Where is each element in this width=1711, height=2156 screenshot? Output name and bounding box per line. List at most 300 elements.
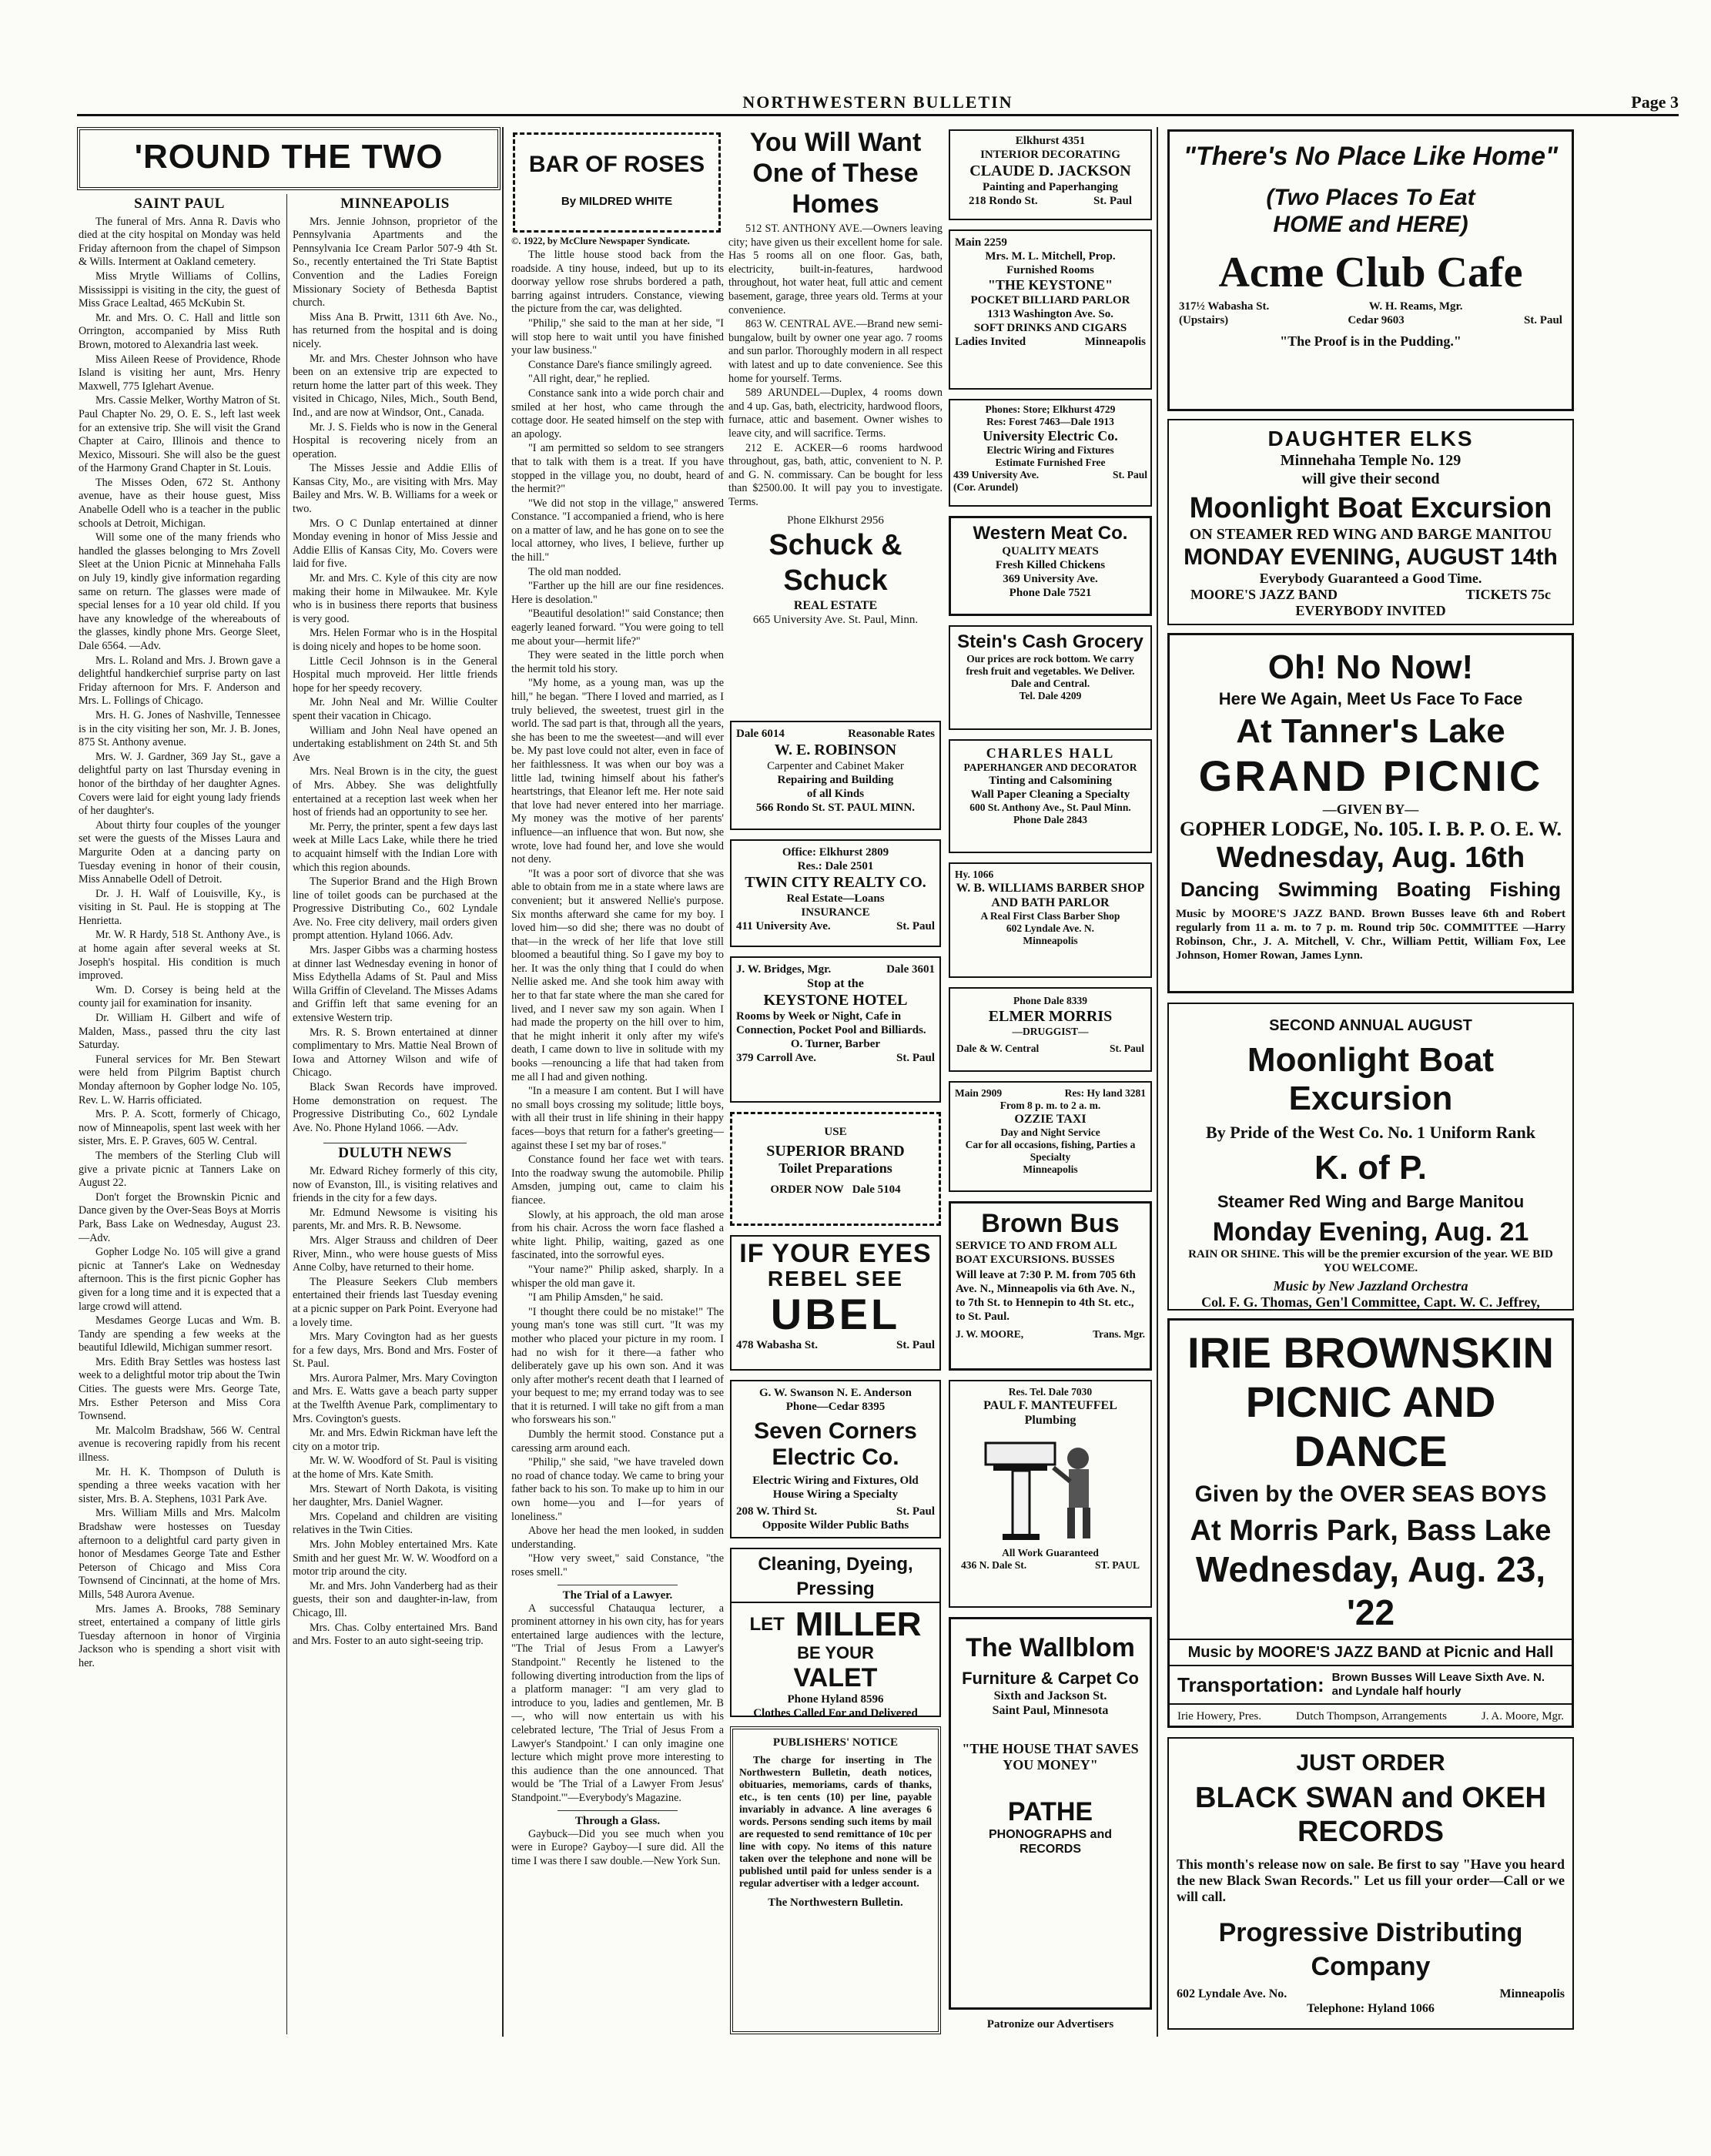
keystone-hotel-rooms: Rooms by Week or Night, Cafe in Connection, Pocket Pool and Billiards. [736,1010,926,1036]
brownbus-boats: BOAT EXCURSIONS. BUSSES [956,1254,1115,1266]
kofp-excursion-ad [1167,1003,1574,1311]
kofp-excursion: Moonlight Boat Excursion [1247,1041,1495,1117]
barber-address: 602 Lyndale Ave. N. [1006,922,1095,934]
home-listing: 212 E. ACKER—6 rooms hardwood throughout, gas, bath, attic, convenient to N. P. and G. N. commissary. Can be bought for less than $2500.00. It will pay you to investigate. Terms. [728,441,943,508]
saint-paul-item: Miss Aileen Reese of Providence, Rhode Island is visiting her aunt, Mrs. Henry Maxwell, 775 Iglehart Avenue. [79,353,280,393]
keystone-parlor-city: Minneapolis [1084,336,1146,348]
twincity-name: TWIN CITY REALTY CO. [745,874,926,891]
tanner-date: Wednesday, Aug. 16th [1216,842,1525,874]
univelectric-wiring: Electric Wiring and Fixtures [986,444,1114,456]
morris-city: St. Paul [1109,1043,1144,1054]
duluth-item: Mr. W. W. Woodford of St. Paul is visiting at the home of Mrs. Kate Smith. [293,1455,497,1481]
superior-toilet: Toilet Preparations [778,1160,892,1176]
tanner-grand-picnic: GRAND PICNIC [1198,752,1543,800]
ubel-address: 478 Wabasha St. [736,1339,819,1351]
blackswan-company: Progressive Distributing Company [1218,1918,1523,1981]
univelectric-res: Res: Forest 7463—Dale 1913 [986,416,1114,427]
ozzie-res: Res: Hy land 3281 [1064,1087,1146,1099]
duluth-item: Mrs. Chas. Colby entertained Mrs. Band and Mrs. Foster to an auto sight-seeing trip. [293,1621,497,1648]
brownbus-title: Trans. Mgr. [1093,1328,1145,1340]
tanner-details: Music by MOORE'S JAZZ BAND. Brown Busses leave 6th and Robert regularly from 11 a. m. to 7 p. m. Round trip 50c. COMMITTEE —Harry Robinson, Chr., J. A. Mitchell, V. Chr., William Pettit, William Fox, Lee Johnson, Homer Rowan, James Lynn. [1176,908,1565,962]
brownbus-route: Will leave at 7:30 P. M. from 705 6th Ave. N., Minneapolis via 6th Ave. N., to 7th St. to Hennepin to 4th St. etc., to St. Paul. [956,1269,1136,1323]
minneapolis-item: Miss Ana B. Prwitt, 1311 6th Ave. No., has returned from the hospital and is doing nicely. [293,310,497,350]
ubel-line1: IF YOUR EYES [739,1239,932,1268]
saint-paul-item: Don't forget the Brownskin Picnic and Dance given by the Over-Seas Boys at Morris Park, Bass Lake on Wednesday, August 23. —Adv. [79,1190,280,1244]
keystone-hotel-name: KEYSTONE HOTEL [763,992,908,1009]
hall-wallpaper: Wall Paper Cleaning a Specialty [970,788,1130,801]
stein-name: Stein's Cash Grocery [957,631,1143,652]
saint-paul-item: The funeral of Mrs. Anna R. Davis who died at the city hospital on Monday was held Friday afternoon from the chapel of Simpson & Wills. Interment at Oakland cemetery. [79,215,280,269]
duluth-item: Mrs. Stewart of North Dakota, is visiting her daughter, Mrs. Daniel Wagner. [293,1482,497,1509]
lawyer-heading: The Trial of a Lawyer. [562,1589,673,1602]
saint-paul-item: Will some one of the many friends who handled the glasses belonging to Mrs Zovell Sleet at the Union Picnic at Minnehaha Falls on July 19, kindly give information regarding same on return. The glasses were made of special lenses for a 10 year old child. If you have any knowledge of the whereabouts of the glasses, kindly phone Mrs. George Sleet, Dale 6564. —Adv. [79,531,280,652]
blackswan-city: Minneapolis [1499,1987,1565,2000]
irie-music: Music by MOORE'S JAZZ BAND at Picnic and Hall [1170,1639,1572,1666]
robinson-address: 566 Rondo St. ST. PAUL MINN. [755,802,916,814]
kofp-name: K. of P. [1314,1149,1427,1187]
superior-name: SUPERIOR BRAND [766,1143,905,1160]
tanner-lodge: GOPHER LODGE, No. 105. I. B. P. O. E. W. [1179,818,1562,840]
ubel-line2: REBEL SEE [767,1267,904,1291]
story-paragraph: The little house stood back from the roadside. A tiny house, indeed, but up to its doorway yellow rose shrubs bordered a path, barring against intruders. Constance, viewing the picture from the car, was delighted. [511,249,724,316]
minneapolis-item: Mrs. Helen Formar who is in the Hospital is doing nicely and hopes to be home soon. [293,627,497,653]
story-paragraph: "I am Philip Amsden," he said. [528,1291,664,1304]
saint-paul-item: Mesdames George Lucas and Wm. B. Tandy are spending a few weeks at the beautiful Idlewild, Michigan summer resort. [79,1314,280,1354]
irie-date: Wednesday, Aug. 23, '22 [1195,1549,1546,1632]
manteuffel-guarantee: All Work Guaranteed [1002,1547,1099,1558]
saint-paul-heading: SAINT PAUL [134,196,225,212]
morris-address: Dale & W. Central [956,1043,1040,1054]
keystone-parlor-address: 1313 Washington Ave. So. [986,308,1114,320]
kofp-date: Monday Evening, Aug. 21 [1212,1217,1529,1247]
duluth-item: Mrs. Copeland and children are visiting relatives in the Twin Cities. [293,1510,497,1537]
irie-arrangements: Dutch Thompson, Arrangements [1295,1710,1447,1722]
story-paragraph: "Beautiful desolation!" said Constance; then eagerly leaned forward. "You were going to tell me about your—hermit life?" [511,608,724,648]
duluth-item: Mrs. Alger Strauss and children of Deer River, Minn., who were house guests of Miss Anne Colby, have returned to their home. [293,1234,497,1274]
story-paragraph: "Philip," she said, "we have traveled down no road of chance today. We came to bring your father back to his son. To make up to him in our own home—you and I—for years of loneliness." [511,1456,724,1523]
ubel-ad [730,1235,941,1371]
irie-title: IRIE BROWNSKIN [1187,1328,1554,1377]
story-paragraph: "My home, as a young man, was up the hill," he began. "There I loved and married, as I truly believed, the sweetest, truest girl in the world. The sad part is that, through all the years, she has been to me the sweetest—and will ever be. My past love could not alter, even in face of her faithlessness. It was when our boy was a little lad, twining himself about his father's heartstrings, that Eleanor left me. Her note said that love had never entered into her marriage. My money was the motive of her parents' influence—an influence that won. But now, she wrote, love had found her, and love she would not deny. [511,677,724,866]
duluth-item: Mr. and Mrs. John Vanderberg had as their guests, their son and daughter-in-law, from Chicago, Ill. [293,1579,497,1619]
notice-signature: The Northwestern Bulletin. [768,1897,903,1909]
ozzie-main: Main 2909 [955,1087,1003,1099]
duluth-item: Mr. and Mrs. Edwin Rickman have left the city on a motor trip. [293,1427,497,1453]
blackswan-address: 602 Lyndale Ave. No. [1177,1987,1287,2000]
elks-title: DAUGHTER ELKS [1267,427,1474,450]
manteuffel-phone: Res. Tel. Dale 7030 [1008,1386,1093,1398]
story-paragraph: Dumbly the hermit stood. Constance put a caressing arm around each. [511,1428,724,1455]
williams-barber-ad [949,862,1152,978]
hall-address: 600 St. Anthony Ave., St. Paul Minn. [969,802,1131,813]
saint-paul-item: Mrs. L. Roland and Mrs. J. Brown gave a delightful handkerchief surprise party on last Friday afternoon for Mrs. F. Anderson and Mrs. L. Follings of Chicago. [79,654,280,708]
irie-transportation: Transportation: [1177,1673,1324,1696]
westernmeat-name: Western Meat Co. [973,523,1128,544]
home-listing: 863 W. CENTRAL AVE.—Brand new semi-bungalow, built by owner one year ago. 7 rooms and sun parlor. Thoroughly modern in all respect with latest and up to date convenience. See this home for yourself. Terms. [728,318,943,385]
kofp-pride: By Pride of the West Co. No. 1 Uniform Rank [1206,1123,1535,1142]
sevencorners-opposite: Opposite Wilder Public Baths [762,1519,909,1532]
elks-temple: Minnehaha Temple No. 129 [1280,452,1462,469]
jackson-city: St. Paul [1093,195,1132,207]
tanners-lake-picnic-ad [1167,633,1574,993]
keystone-parlor-ladies: Ladies Invited [955,336,1026,348]
westernmeat-quality: QUALITY MEATS [1002,545,1099,557]
manteuffel-city: ST. PAUL [1094,1559,1140,1571]
sevencorners-wiring: Electric Wiring and Fixtures, Old House Wiring a Specialty [752,1475,919,1501]
keystone-hotel-ad [730,956,941,1103]
story-byline: By MILDRED WHITE [561,195,673,208]
saint-paul-item: Mrs. William Mills and Mrs. Malcolm Bradshaw were hostesses on Tuesday afternoon to a delightful card party given in honor of Mesdames George Tate and Esther Peterson of Chicago and Miss Cora Townsend of Cincinnati, at the home of Mrs. Mills, 548 Aurora Avenue. [79,1507,280,1601]
story-paragraph: "We did not stop in the village," answered Constance. "I accompanied a friend, who is here on a matter of law, and he has gone on to see the local attorney, who lives, I believe, further up the hill." [511,497,724,564]
home-listing: 512 ST. ANTHONY AVE.—Owners leaving city; have given us their excellent home for sale. Has 5 rooms all on one floor. Gas, bath, electricity, built-in-features, hardwood throughout, hot water heat, full attic and cement basement, garage, three years old. Terms at your convenience. [728,223,943,316]
saint-paul-item: Mrs. Edith Bray Settles was hostess last week to a delightful motor trip about the Twin Cities. The guests were Mrs. George Tate, Mrs. Esther Peterson and Miss Cora Townsend. [79,1355,280,1423]
blackswan-phone: Telephone: Hyland 1066 [1307,2002,1435,2015]
hall-phone: Phone Dale 2843 [1013,814,1087,825]
saint-paul-item: Mr. Malcolm Bradshaw, 566 W. Central avenue is recovering rapidly from his recent illness. [79,1424,280,1465]
irie-manager: J. A. Moore, Mgr. [1481,1710,1564,1722]
irie-busses: Brown Busses Will Leave Sixth Ave. N. and Lyndale half hourly [1331,1671,1545,1698]
acme-city: St. Paul [1523,314,1562,326]
minneapolis-item: Mr. J. S. Fields who is now in the General Hospital is recovering nicely from an operation. [293,420,497,460]
wallblom-name: The Wallblom [966,1633,1135,1662]
keystone-hotel-stop: Stop at the [807,977,864,990]
tanner-activity: Dancing [1180,878,1260,901]
irie-brownskin-ad [1167,1318,1574,1728]
story-paragraph: "Farther up the hill are our fine residences. Here is desolation." [511,580,724,606]
tanner-activity: Boating [1396,878,1472,901]
homes-phone: Phone Elkhurst 2956 [787,514,884,527]
morris-phone: Phone Dale 8339 [1013,995,1087,1006]
jackson-name: CLAUDE D. JACKSON [969,162,1131,179]
minneapolis-item: Mr. Perry, the printer, spent a few days last week at Mille Lacs Lake, while there he tried to acquaint himself with the Indian Lore with which this region abounds. [293,820,497,874]
keystone-hotel-barber: O. Turner, Barber [790,1038,881,1050]
homes-firm: Schuck & Schuck [768,529,902,598]
story-paragraph: "Philip," she said to the man at her side, "I will stop here to wait until you have finished your law business." [511,316,724,357]
miller-delivery: Clothes Called For and Delivered [753,1707,918,1717]
manteuffel-ad [949,1380,1152,1608]
story-paragraph: Constance Dare's fiance smilingly agreed. [528,358,712,371]
wallblom-furniture: Furniture & Carpet Co [962,1669,1139,1688]
twincity-office: Office: Elkhurst 2809 [782,846,889,859]
barber-phone: Hy. 1066 [955,869,994,880]
story-paragraph: "All right, dear," he replied. [528,373,650,386]
keystone-parlor-rooms: Furnished Rooms [1006,264,1094,276]
ozzie-taxi-ad [949,1081,1152,1192]
keystone-parlor-billiard: POCKET BILLIARD PARLOR [970,294,1130,306]
irie-place: At Morris Park, Bass Lake [1190,1515,1552,1547]
twin-city-realty-ad [730,839,941,947]
saint-paul-item: Wm. D. Corsey is being held at the county jail for examination for insanity. [79,983,280,1010]
blackswan-release: This month's release now on sale. Be first to say "Have you heard the new Black Swan Records." Let us fill your order—Call or we will call. [1177,1856,1565,1904]
saint-paul-item: About thirty four couples of the younger set were the guests of the Misses Laura and Margurite Oden at a dancing party on Tuesday evening in honor of their cousin, Miss Annabelle Odell of Detroit. [79,819,280,886]
miller-services: Cleaning, Dyeing, Pressing [732,1552,939,1603]
univelectric-store: Phones: Store; Elkhurst 4729 [985,403,1116,415]
minneapolis-item: Mr. John Neal and Mr. Willie Coulter spent their vacation in Chicago. [293,696,497,722]
univelectric-corner: (Cor. Arundel) [953,481,1019,493]
story-column [511,236,724,2042]
miller-be-your: BE YOUR [797,1643,874,1662]
story-paragraph: "In a measure I am content. But I will have no small boys crossing my solitude; little boys, with all their trust in life shining in their happy faces—boys that return for a father's greeting—against these I set my bar of roses." [511,1085,724,1152]
brown-bus-ad [949,1201,1152,1371]
hall-name: CHARLES HALL [986,745,1115,761]
saint-paul-item: Mrs. W. J. Gardner, 369 Jay St., gave a delightful party on last Thursday evening in honor of the birthday of her daughter Agnes. Covers were laid for eight young lady friends of her daughter's. [79,750,280,818]
westernmeat-chickens: Fresh Killed Chickens [995,559,1106,571]
ozzie-parties: Car for all occasions, fishing, Parties a Specialty [965,1139,1136,1163]
tanner-activity: Fishing [1489,878,1561,901]
miller-valet-ad [730,1548,941,1717]
elks-date: MONDAY EVENING, AUGUST 14th [1184,544,1558,570]
saint-paul-column [79,194,280,2038]
minneapolis-item: Black Swan Records have improved. Home demonstration on request. The Progressive Distributing Co., 602 Lyndale Ave. No. Phone Hyland 1066. —Adv. [293,1081,497,1134]
saint-paul-item: Mrs. James A. Brooks, 788 Seminary street, entertained a company of little girls Tuesday afternoon in honor of Virginia Jackson who is spending a short visit with her. [79,1602,280,1669]
duluth-item: Mrs. John Mobley entertained Mrs. Kate Smith and her guest Mr. W. W. Woodford on a motor trip around the city. [293,1538,497,1578]
robinson-name: W. E. ROBINSON [774,742,897,758]
irie-given-by: Given by the OVER SEAS BOYS [1194,1481,1547,1507]
saint-paul-item: Mr. W. R Hardy, 518 St. Anthony Ave., is at home again after several weeks at St. Joseph's hospital. His condition is much improved. [79,929,280,983]
section-heading: 'ROUND THE TWO [134,138,444,176]
story-paragraph: Constance found her face wet with tears. Into the roadway swung the automobile. Philip Amsden, jumping out, came to claim his fiancee. [511,1153,724,1207]
jackson-painting: Painting and Paperhanging [983,181,1118,193]
story-paragraph: Constance sank into a wide porch chair and smiled at her host, who came through the cottage door. He seated himself on the step with an apology. [511,387,724,440]
kofp-rain: RAIN OR SHINE. This will be the premier excursion of the year. WE BID YOU WELCOME. [1188,1248,1553,1274]
minneapolis-column [293,194,497,2038]
ubel-name: UBEL [770,1290,901,1338]
superior-order: ORDER NOW [770,1183,844,1196]
saint-paul-item: Mrs. H. G. Jones of Nashville, Tennessee is in the city visiting her son, Mr. J. B. Jones, 875 St. Anthony avenue. [79,708,280,749]
minneapolis-item: William and John Neal have opened an undertaking establishment on 24th St. and 5th Ave [293,724,497,764]
morris-name: ELMER MORRIS [988,1008,1113,1025]
wallblom-ad [949,1617,1152,2010]
hall-tinting: Tinting and Calsomining [989,775,1112,787]
saint-paul-item: Dr. William H. Gilbert and wife of Malden, Mass., passed thru the city last Saturday. [79,1012,280,1052]
twincity-insurance: INSURANCE [801,906,870,919]
minneapolis-item: Mrs. O C Dunlap entertained at dinner Monday evening in honor of Miss Jessie and Addie Ellis of Kansas City, Mo. Covers were laid for five. [293,517,497,571]
publishers-notice [730,1726,941,2034]
morris-druggist: —DRUGGIST— [1012,1026,1089,1037]
robinson-phone: Dale 6014 [736,728,785,740]
sevencorners-phone: Phone—Cedar 8395 [785,1401,886,1413]
keystone-parlor-name: "THE KEYSTONE" [987,277,1113,293]
keystone-hotel-address: 379 Carroll Ave. [736,1052,817,1064]
duluth-item: The Pleasure Seekers Club members entertained their friends last Tuesday evening at a picnic supper on Park Point. Everyone had a lovely time. [293,1275,497,1329]
glass-heading: Through a Glass. [574,1814,661,1827]
page-number: Page 3 [1631,92,1679,112]
robinson-repair: Repairing and Building [777,774,894,786]
acme-club-cafe-ad [1167,129,1574,411]
brownbus-service: SERVICE TO AND FROM ALL [956,1240,1117,1252]
saint-paul-item: Mr. H. K. Thompson of Duluth is spending a three weeks vacation with her sister, Mrs. B. A. Stephens, 1031 Park Ave. [79,1465,280,1505]
duluth-item: Mr. Edmund Newsome is visiting his parents, Mr. and Mrs. R. B. Newsome. [293,1206,497,1233]
black-swan-ad [1167,1737,1574,2030]
elks-excursion: Moonlight Boat Excursion [1189,492,1552,524]
acme-upstairs: (Upstairs) [1179,314,1229,326]
ozzie-service: Day and Night Service [1000,1127,1100,1138]
elks-invited: EVERYBODY INVITED [1295,603,1446,618]
brownbus-name: Brown Bus [981,1209,1120,1238]
patronize-note: Patronize our Advertisers [986,2018,1114,2030]
hall-trade: PAPERHANGER AND DECORATOR [963,762,1137,773]
barber-name: W. B. WILLIAMS BARBER SHOP AND BATH PARLOR [956,882,1145,909]
saint-paul-item: Mrs. Cassie Melker, Worthy Matron of St. Paul Chapter No. 29, O. E. S., left last week for an extensive trip. She will visit the Grand Chapter at Cairo, Illinois and thence to Mexico, Missouri. She will also be the guest of the Harmony Grand Chapter in St. Louis. [79,394,280,475]
wallblom-phonographs: PHONOGRAPHS and RECORDS [988,1828,1112,1856]
elks-tickets: TICKETS 75c [1465,587,1551,602]
homes-ad [728,127,943,712]
ozzie-city: Minneapolis [1023,1163,1078,1175]
saint-paul-item: Miss Mrytle Williams of Collins, Mississippi is visiting in the city, the guest of Miss Grace Lealtad, 465 McKubin St. [79,270,280,310]
column-rule [502,127,504,2037]
saint-paul-item: Dr. J. H. Walf of Louisville, Ky., is visiting in St. Paul. He is stopping at The Henrietta. [79,887,280,927]
minneapolis-item: Mrs. Neal Brown is in the city, the guest of Mrs. Abbey. She was delightfully entertained at a reception last week when her host of friends had an opportunity to see her. [293,765,497,819]
university-electric-ad [949,399,1152,507]
homes-sub: REAL ESTATE [793,599,878,613]
tanner-lake: At Tanner's Lake [1236,712,1505,750]
keystone-parlor-ad [949,229,1152,390]
univelectric-address: 439 University Ave. [953,469,1040,480]
blackswan-records: BLACK SWAN and OKEH RECORDS [1195,1782,1546,1848]
story-paragraph: "How very sweet," said Constance, "the roses smell." [511,1552,724,1578]
story-paragraph: Above her head the men looked, in sudden understanding. [511,1525,724,1551]
masthead [77,91,1679,116]
keystone-parlor-drinks: SOFT DRINKS AND CIGARS [973,322,1127,334]
tanner-activities [1176,875,1565,904]
acme-address: 317½ Wabasha St. [1179,300,1270,313]
acme-mgr: W. H. Reams, Mgr. [1368,300,1463,313]
barber-city: Minneapolis [1023,935,1078,946]
wallblom-pathe: PATHE [1007,1797,1093,1826]
homes-title: You Will Want One of These Homes [749,128,922,219]
saint-paul-item: Gopher Lodge No. 105 will give a grand picnic at Tanner's Lake on Wednesday afternoon. This is the first picnic Gopher has given for a long time and it is expected that a large crowd will attend. [79,1246,280,1313]
robinson-kinds: of all Kinds [806,788,865,800]
keystone-hotel-mgr: J. W. Bridges, Mgr. [736,963,832,976]
acme-slogan: "There's No Place Like Home" [1183,142,1559,171]
sevencorners-owners: G. W. Swanson N. E. Anderson [759,1387,912,1399]
sevencorners-address: 208 W. Third St. [736,1505,818,1518]
superior-brand-ad [730,1112,941,1226]
sevencorners-city: St. Paul [896,1505,935,1518]
elks-guarantee: Everybody Guaranteed a Good Time. [1259,571,1482,586]
keystone-hotel-city: St. Paul [896,1052,935,1064]
twincity-loans: Real Estate—Loans [786,892,885,905]
story-paragraph: "It was a poor sort of divorce that she was able to obtain from me in a state where laws are convenient; but it answered Nellie's purpose. Six months afterward she came for my boy. I loved him—so did she; there was no doubt of that—in the wreck of her life that love still bloomed a beautiful thing. So I gave my boy to her. It was the only thing that I could do when Nellie asked me. And she took him away with her to that far state where the man she cared for lived, and I never saw my son again. When I had made the property on the hill over to him, that he might inherit it only after my wife's death, I came down to live in solitude with my books —renouncing a life that had taken from me all I had and given nothing. [511,867,724,1083]
minneapolis-item: Mrs. Jennie Johnson, proprietor of the Pennsylvania Apartments and the Pennsylvania Ice Cream Parlor 507-9 4th St. So., recently entertained the Tri State Baptist Convention and the Ladies Foreign Missionary Society of Bethesda Baptist church. [293,215,497,310]
elmer-morris-ad [949,987,1152,1072]
kofp-music: Music by New Jazzland Orchestra [1273,1278,1468,1294]
elks-steamer: ON STEAMER RED WING AND BARGE MANITOU [1189,526,1552,543]
tanner-given-by: —GIVEN BY— [1322,802,1419,817]
minneapolis-item: The Misses Jessie and Addie Ellis of Kansas City, Mo., are visiting with Mrs. May Bailey and Mrs. W. B. Williams for a week or two. [293,462,497,516]
tanner-activity: Swimming [1277,878,1378,901]
stein-grocery-ad [949,625,1152,730]
charles-hall-ad [949,739,1152,853]
saint-paul-item: Mr. and Mrs. O. C. Hall and little son Orrington, accompanied by Miss Ruth Brown, motored to Alexandria last week. [79,311,280,351]
westernmeat-address: 369 University Ave. [1003,573,1098,585]
keystone-parlor-prop: Mrs. M. L. Mitchell, Prop. [985,250,1116,263]
manteuffel-name: PAUL F. MANTEUFFEL [983,1399,1117,1412]
jackson-phone: Elkhurst 4351 [1015,135,1086,147]
twincity-res: Res.: Dale 2501 [797,860,874,872]
column-rule [286,194,287,2034]
story-title-box [513,132,721,233]
irie-picnic: PICNIC AND DANCE [1245,1378,1496,1475]
lawyer-text: A successful Chatauqua lecturer, a prominent attorney in his own city, has for years entertained large audiences with the lecture, "The Trial of Jesus From a Lawyer's Standpoint." Recently he listened to the following diverting introduction from the lips of a platform manager: "I am very glad to introduce to you, ladies and gentlemen, Mr. B—, who will now entertain us with his celebrated lecture, 'The Trial of Jesus From a Lawyer's Standpoint.' I can only imagine one lecture which might prove more interesting to this audience than the one announced. That would be 'The Trial of a Lawyer From Jesus' Standpoint.'"—Everybody's Magazine. [511,1602,724,1804]
acme-two-places: (Two Places To Eat [1266,185,1475,210]
blackswan-order: JUST ORDER [1296,1750,1445,1776]
seven-corners-ad [730,1380,941,1538]
univelectric-name: University Electric Co. [983,428,1118,444]
western-meat-ad [949,516,1152,616]
irie-president: Irie Howery, Pres. [1177,1710,1261,1722]
daughter-elks-ad [1167,419,1574,625]
miller-valet: VALET [793,1663,878,1692]
glass-text: Gaybuck—Did you see much when you were in Europe? Gayboy—I sure did. All the time I was there I saw double.—New York Sun. [511,1827,724,1867]
story-paragraph: They were seated in the little porch when the hermit told his story. [511,649,724,675]
story-copyright: ©. 1922, by McClure Newspaper Syndicate. [511,236,690,246]
minneapolis-item: The Superior Brand and the High Brown line of toilet goods can be purchased at the Progressive Distributing Co., 602 Lyndale Ave. No. Free city delivery, mail orders given prompt attention. Hyland 1066. Adv. [293,875,497,942]
superior-use: USE [824,1126,847,1138]
ozzie-name: OZZIE TAXI [1014,1113,1087,1126]
story-paragraph: "Your name?" Philip asked, sharply. In a whisper the old man gave it. [511,1263,724,1290]
robinson-trade: Carpenter and Cabinet Maker [767,760,904,772]
story-paragraph: Slowly, at his approach, the old man arose from his chair. Across the worn face flashed a white light. Philip, waiting, gazed as one fascinated, into the sorrowful eyes. [511,1208,724,1262]
acme-name: Acme Club Cafe [1218,249,1523,296]
miller-let: LET [749,1614,785,1635]
twincity-city: St. Paul [896,920,935,932]
keystone-parlor-phone: Main 2259 [955,236,1007,249]
wallblom-street: Sixth and Jackson St. [993,1689,1107,1702]
saint-paul-item: Mrs. P. A. Scott, formerly of Chicago, now of Minneapolis, spent last week with her sister, Mrs. E. P. Graves, 605 W. Central. [79,1108,280,1148]
twincity-address: 411 University Ave. [736,920,831,932]
story-paragraph: The old man nodded. [528,565,621,578]
tanner-meet: Here We Again, Meet Us Face To Face [1218,689,1523,708]
minneapolis-item: Mrs. Jasper Gibbs was a charming hostess at dinner last Wednesday evening in honor of Miss Edythella Adams of St. Paul and Miss Willa Griffin of Cleveland. The Misses Adams and Griffin left that same evening for an extensive Western trip. [293,944,497,1025]
univelectric-city: St. Paul [1112,469,1147,480]
duluth-heading: DULUTH NEWS [338,1145,452,1162]
stein-phone: Tel. Dale 4209 [1019,690,1082,701]
section-heading-box [77,127,501,190]
acme-phone: Cedar 9603 [1348,314,1405,326]
minneapolis-item: Mr. and Mrs. C. Kyle of this city are now making their home in Milwaukee. Mr. Kyle who is in business there reports that business is very good. [293,572,497,625]
minneapolis-heading: MINNEAPOLIS [340,196,450,212]
sink-illustration [955,1428,1147,1543]
sevencorners-name: Seven Corners Electric Co. [754,1418,917,1470]
tanner-oh-no: Oh! No Now! [1267,648,1474,686]
miller-name: MILLER [795,1605,922,1643]
duluth-item: Mrs. Mary Covington had as her guests for a few days, Mrs. Bond and Mrs. Foster of St. Paul. [293,1331,497,1371]
elks-second: will give their second [1301,470,1440,487]
minneapolis-item: Little Cecil Johnson is in the General Hospital much mproveid. Her little friends hope for her speedy recovery. [293,654,497,695]
stein-location: Dale and Central. [1010,678,1090,689]
univelectric-estimate: Estimate Furnished Free [995,457,1106,468]
ubel-city: St. Paul [896,1339,935,1351]
jackson-address: 218 Rondo St. [969,195,1038,207]
robinson-rates: Reasonable Rates [848,728,935,740]
westernmeat-phone: Phone Dale 7521 [1009,587,1092,599]
jackson-decorating: INTERIOR DECORATING [980,149,1120,161]
story-title: BAR OF ROSES [528,152,705,177]
superior-phone: Dale 5104 [852,1183,901,1196]
story-paragraph: "I am permitted so seldom to see strangers that to talk with them is a treat. If you have stopped in the village you, no doubt, heard of the hermit?" [511,442,724,496]
manteuffel-address: 436 N. Dale St. [961,1559,1027,1571]
minneapolis-item: Mrs. R. S. Brown entertained at dinner complimentary to Mrs. Mattie Neal Brown of Iowa and Attorney Wilson and wife of Chicago. [293,1026,497,1080]
acme-pudding: "The Proof is in the Pudding." [1280,333,1462,349]
kofp-committee: Col. F. G. Thomas, Gen'l Committee, Capt. W. C. Jeffrey, [1201,1294,1540,1310]
brownbus-mgr: J. W. MOORE, [956,1328,1024,1340]
kofp-steamer: Steamer Red Wing and Barge Manitou [1217,1192,1525,1211]
homes-address: 665 University Ave. St. Paul, Minn. [752,614,919,627]
keystone-hotel-phone: Dale 3601 [886,963,935,976]
wallblom-slogan: "THE HOUSE THAT SAVES YOU MONEY" [962,1741,1139,1773]
saint-paul-item: The Misses Oden, 672 St. Anthony avenue, have as their house guest, Miss Anabelle Odell who is a teacher in the public schools at Detroit, Michigan. [79,476,280,530]
